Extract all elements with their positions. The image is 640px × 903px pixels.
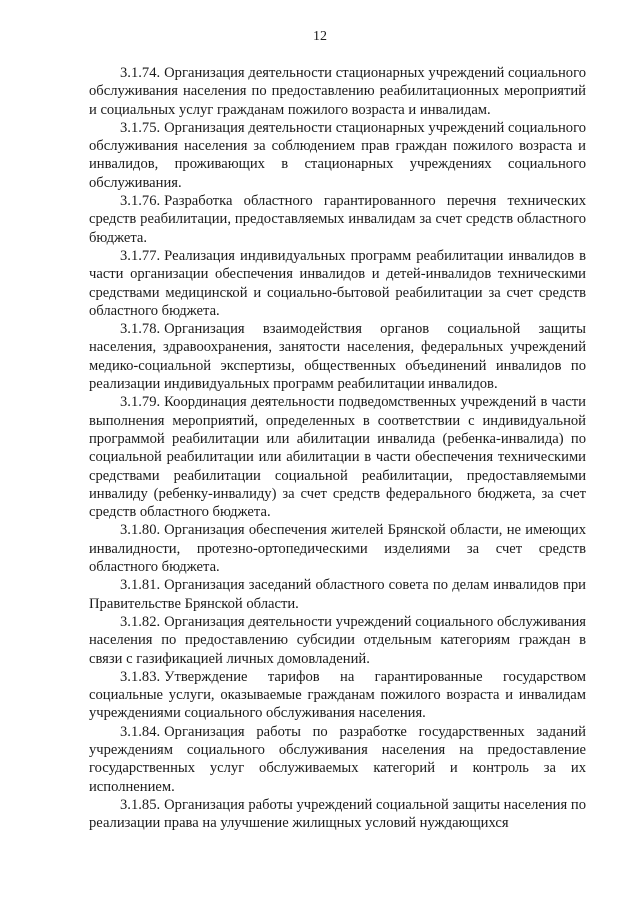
paragraph-number: 3.1.82. (120, 613, 161, 630)
paragraph-text: Утверждение тарифов на гарантированные государством социальные услуги, оказываемые гражданам пожилого возраста и инвалидам учреждениями социального обслуживания населения. (89, 668, 586, 722)
paragraph-text: Организация работы по разработке государственных заданий учреждениям социального обслуживания населения на предоставление государственных услуг обслуживаемых категорий и контроль за их исполнением. (89, 723, 586, 795)
paragraph-number: 3.1.77. (120, 247, 161, 264)
paragraph-3-1-80 (89, 521, 586, 576)
paragraph-number: 3.1.78. (120, 321, 161, 338)
paragraph-number: 3.1.80. (120, 522, 161, 539)
paragraph-3-1-74 (89, 64, 586, 119)
paragraph-3-1-83 (89, 668, 586, 723)
paragraph-text: Организация взаимодействия органов социальной защиты населения, здравоохранения, занятости населения, федеральных учреждений медико-социальной экспертизы, общественных объединений инвалидов по реализации индивидуальных программ реабилитации инвалидов. (89, 321, 586, 393)
paragraph-number: 3.1.85. (120, 796, 161, 813)
paragraph-number: 3.1.76. (120, 193, 161, 210)
paragraph-number: 3.1.81. (120, 577, 161, 594)
paragraph-text: Организация деятельности стационарных учреждений социального обслуживания населения за соблюдением прав граждан пожилого возраста и инвалидов, проживающих в стационарных учреждениях социального обслуживания. (89, 119, 586, 191)
paragraph-3-1-81 (89, 576, 586, 613)
paragraph-3-1-79 (89, 393, 586, 521)
paragraph-number: 3.1.84. (120, 723, 161, 740)
paragraph-3-1-78 (89, 320, 586, 393)
paragraph-text: Реализация индивидуальных программ реабилитации инвалидов в части организации обеспечения инвалидов и детей-инвалидов техническими средствами медицинской и социально-бытовой реабилитации за счет средств областного бюджета. (89, 247, 586, 319)
paragraph-number: 3.1.75. (120, 119, 161, 136)
page-number: 12 (313, 29, 327, 44)
paragraph-text: Организация деятельности стационарных учреждений социального обслуживания населения по предоставлению реабилитационных мероприятий и социальных услуг гражданам пожилого возраста и инвалидам. (89, 65, 586, 118)
paragraph-number: 3.1.79. (120, 394, 161, 411)
paragraph-3-1-76 (89, 192, 586, 247)
paragraph-text: Организация заседаний областного совета по делам инвалидов при Правительстве Брянской области. (89, 577, 586, 612)
paragraph-3-1-77 (89, 247, 586, 320)
paragraph-3-1-85 (89, 796, 586, 833)
paragraph-text: Разработка областного гарантированного перечня технических средств реабилитации, предоставляемых инвалидам за счет средств областного бюджета. (89, 193, 586, 246)
paragraph-3-1-84 (89, 723, 586, 796)
paragraph-text: Организация работы учреждений социальной защиты населения по реализации права на улучшение жилищных условий нуждающихся (89, 796, 586, 832)
paragraph-3-1-82 (89, 613, 586, 668)
paragraph-3-1-75 (89, 119, 586, 192)
paragraph-text: Координация деятельности подведомственных учреждений в части выполнения мероприятий, определенных в соответствии с индивидуальной программой реабилитации или абилитации инвалида (ребенка-инвалида) по социальной реабилитации или абилитации в части обеспечения техническими средствами реабилитации социальной реабилитации, предоставляемыми инвалиду (ребенку-инвалиду) за счет средств федерального бюджета, за счет средств областного бюджета. (89, 394, 586, 521)
paragraph-number: 3.1.74. (120, 65, 161, 81)
paragraph-text: Организация деятельности учреждений социального обслуживания населения по предоставлению субсидии отдельным категориям граждан в связи с газификацией личных домовладений. (89, 613, 586, 667)
paragraph-text: Организация обеспечения жителей Брянской области, не имеющих инвалидности, протезно-ортопедическими изделиями за счет средств областного бюджета. (89, 522, 586, 576)
paragraph-number: 3.1.83. (120, 668, 161, 685)
document-body (89, 64, 586, 832)
